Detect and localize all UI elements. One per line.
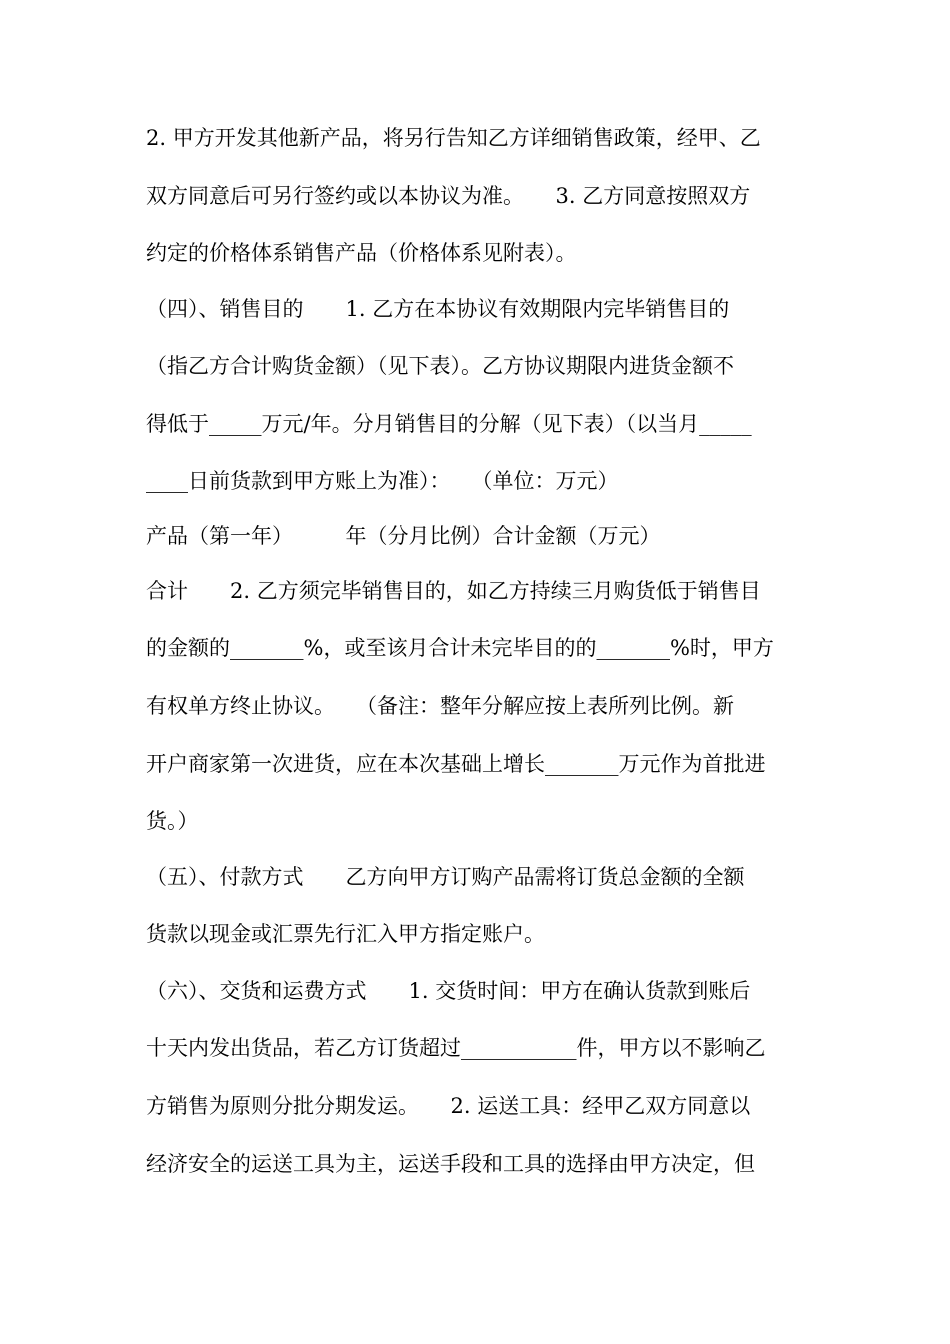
text-line: 开户商家第一次进货，应在本次基础上增长_______万元作为首批进	[146, 752, 766, 776]
text-line: 的金额的_______%，或至该月合计未完毕目的的_______%时，甲方	[146, 636, 774, 660]
text-line: 约定的价格体系销售产品（价格体系见附表）。	[146, 241, 577, 265]
text-line: 双方同意后可另行签约或以本协议为准。 3. 乙方同意按照双方	[146, 184, 751, 208]
text-line: （六）、交货和运费方式 1. 交货时间：甲方在确认货款到账后	[146, 979, 751, 1003]
text-line: （指乙方合计购货金额）（见下表）。乙方协议期限内进货金额不	[146, 354, 734, 378]
text-line: ____日前货款到甲方账上为准）： （单位：万元）	[146, 469, 619, 493]
text-line: 货款以现金或汇票先行汇入甲方指定账户。	[146, 922, 545, 946]
text-line: 得低于_____万元/年。分月销售目的分解（见下表）（以当月_____	[146, 412, 752, 436]
text-line: 货。）	[146, 809, 199, 833]
text-line: 产品（第一年） 年（分月比例）合计金额（万元）	[146, 524, 661, 548]
text-line: 十天内发出货品，若乙方订货超过___________件，甲方以不影响乙	[146, 1036, 766, 1060]
text-line: 方销售为原则分批分期发运。 2. 运送工具：经甲乙双方同意以	[146, 1094, 751, 1118]
text-line: 经济安全的运送工具为主，运送手段和工具的选择由甲方决定，但	[146, 1152, 755, 1176]
text-line: 合计 2. 乙方须完毕销售目的，如乙方持续三月购货低于销售目	[146, 579, 761, 603]
text-line: 2. 甲方开发其他新产品，将另行告知乙方详细销售政策，经甲、乙	[146, 126, 761, 150]
text-line: （四）、销售目的 1. 乙方在本协议有效期限内完毕销售目的	[146, 297, 730, 321]
text-line: 有权单方终止协议。 （备注：整年分解应按上表所列比例。新	[146, 694, 734, 718]
text-line: （五）、付款方式 乙方向甲方订购产品需将订货总金额的全额	[146, 865, 745, 889]
